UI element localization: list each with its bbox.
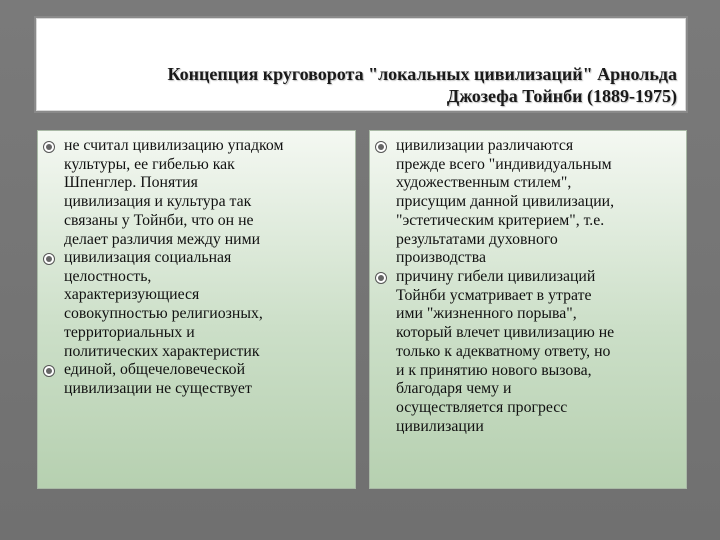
right-item-2-line-3: ими "жизненного порыва", bbox=[396, 305, 577, 323]
circle-bullet-icon bbox=[375, 272, 387, 284]
left-item-1-line-3: Шпенглер. Понятия bbox=[64, 174, 198, 192]
right-item-2-line-6: и к принятию нового вызова, bbox=[396, 361, 592, 379]
right-item-2-line-1: причину гибели цивилизаций bbox=[396, 268, 596, 285]
right-item-1-line-6: результатами духовного bbox=[396, 230, 558, 248]
left-item-1-line-5: связаны у Тойнби, что он не bbox=[64, 211, 254, 229]
left-item-1-line-1: не считал цивилизацию упадком bbox=[64, 137, 284, 154]
left-item-1-line-6: делает различия между ними bbox=[64, 230, 261, 248]
left-item-3-line-2: цивилизации не существует bbox=[64, 379, 252, 397]
right-item-1-line-7: производства bbox=[396, 249, 486, 267]
left-item-2-line-2: целостность, bbox=[64, 267, 152, 285]
circle-bullet-icon bbox=[375, 141, 387, 153]
left-item-2-line-6: политических характеристик bbox=[64, 342, 260, 360]
circle-bullet-icon bbox=[43, 253, 55, 265]
left-item-3-line-1: единой, общечеловеческой bbox=[64, 361, 246, 378]
right-item-1-line-1: цивилизации различаются bbox=[396, 137, 574, 154]
slide-title bbox=[57, 63, 677, 107]
left-column bbox=[37, 130, 356, 489]
left-item-1-line-2: культуры, ее гибелью как bbox=[64, 155, 235, 173]
right-item-1-line-4: присущим данной цивилизации, bbox=[396, 193, 615, 211]
title-box bbox=[36, 18, 686, 111]
right-item-2-line-7: благодаря чему и bbox=[396, 380, 512, 398]
right-column bbox=[369, 130, 687, 489]
right-item-2-line-9: цивилизации bbox=[396, 417, 484, 435]
right-bullet-item-2 bbox=[396, 268, 614, 436]
left-item-1-line-4: цивилизация и культура так bbox=[64, 193, 252, 211]
right-item-2-line-4: который влечет цивилизацию не bbox=[396, 324, 615, 342]
circle-bullet-icon bbox=[43, 141, 55, 153]
left-bullet-item-2 bbox=[64, 249, 263, 361]
right-item-1-line-5: "эстетическим критерием", т.е. bbox=[396, 211, 605, 229]
right-item-1-line-2: прежде всего "индивидуальным bbox=[396, 155, 612, 173]
right-item-2-line-8: осуществляется прогресс bbox=[396, 398, 568, 416]
right-item-2-line-5: только к адекватному ответу, но bbox=[396, 342, 611, 360]
left-item-2-line-3: характеризующиеся bbox=[64, 286, 200, 304]
left-bullet-item-1 bbox=[64, 137, 284, 249]
circle-bullet-icon bbox=[43, 365, 55, 377]
slide-title-line-1: Концепция круговорота "локальных цивилизаций" Арнольда bbox=[167, 64, 677, 84]
right-item-2-line-2: Тойнби усматривает в утрате bbox=[396, 286, 592, 304]
right-bullet-item-1 bbox=[396, 137, 614, 268]
left-item-2-line-4: совокупностью религиозных, bbox=[64, 305, 263, 323]
left-item-2-line-1: цивилизация социальная bbox=[64, 249, 232, 266]
left-item-2-line-5: территориальных и bbox=[64, 323, 195, 341]
slide-title-line-2: Джозефа Тойнби (1889-1975) bbox=[446, 86, 677, 106]
right-item-1-line-3: художественным стилем", bbox=[396, 174, 572, 192]
left-bullet-item-3 bbox=[64, 361, 252, 398]
